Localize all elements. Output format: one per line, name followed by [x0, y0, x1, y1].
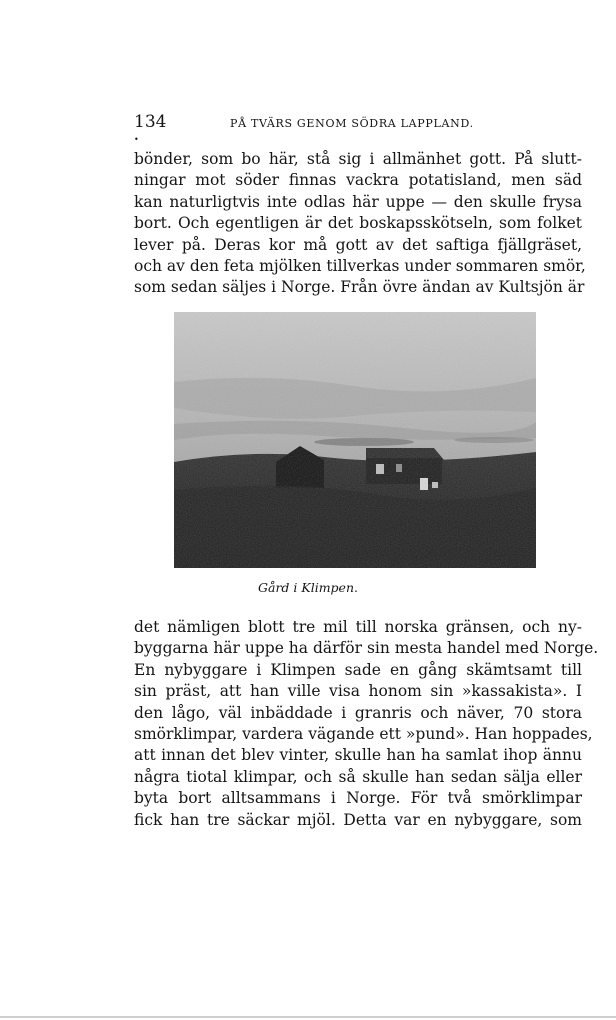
- text-line: kan naturligtvis inte odlas här uppe — den skulle frysa: [134, 192, 582, 211]
- running-title: PÅ TVÄRS GENOM SÖDRA LAPPLAND.: [230, 117, 474, 130]
- text-line: lever på. Deras kor må gott av det saftiga fjällgräset,: [134, 235, 582, 254]
- paragraph-1: [134, 149, 586, 299]
- text-line: bönder, som bo här, stå sig i allmänhet gott. På slutt-: [134, 150, 582, 168]
- text-line: den lågo, väl inbäddade i granris och näver, 70 stora: [134, 703, 582, 722]
- text-line: ningar mot söder finnas vackra potatisland, men säd: [134, 171, 582, 190]
- farm-photograph: [174, 312, 536, 568]
- text-line: det nämligen blott tre mil till norska gränsen, och ny-: [134, 618, 582, 636]
- paragraph-2: [134, 617, 599, 831]
- text-line: En nybyggare i Klimpen sade en gång skämtsamt till: [134, 660, 582, 679]
- text-line: och av den feta mjölken tillverkas under sommaren smör,: [134, 257, 586, 276]
- page-number: 134: [134, 112, 167, 132]
- text-line: som sedan säljes i Norge. Från övre ändan av Kultsjön är: [134, 278, 585, 297]
- text-line: några tiotal klimpar, och så skulle han sedan sälja eller: [134, 767, 582, 786]
- text-line: byta bort alltsammans i Norge. För två smörklimpar: [134, 789, 582, 808]
- text-line: bort. Och egentligen är det boskapsskötseln, som folket: [134, 214, 582, 233]
- page-header: [134, 112, 580, 134]
- text-line: smörklimpar, vardera vägande ett »pund». Han hoppades,: [134, 725, 593, 744]
- page-edge: [0, 1016, 616, 1018]
- text-line: sin präst, att han ville visa honom sin »kassakista». I: [134, 682, 582, 701]
- text-line: byggarna här uppe ha därför sin mesta handel med Norge.: [134, 639, 599, 658]
- figure-caption: Gård i Klimpen.: [258, 580, 358, 595]
- text-line: att innan det blev vinter, skulle han ha samlat ihop ännu: [134, 746, 582, 765]
- ink-dot: •: [134, 135, 139, 144]
- text-line: fick han tre säckar mjöl. Detta var en nybyggare, som: [134, 810, 582, 829]
